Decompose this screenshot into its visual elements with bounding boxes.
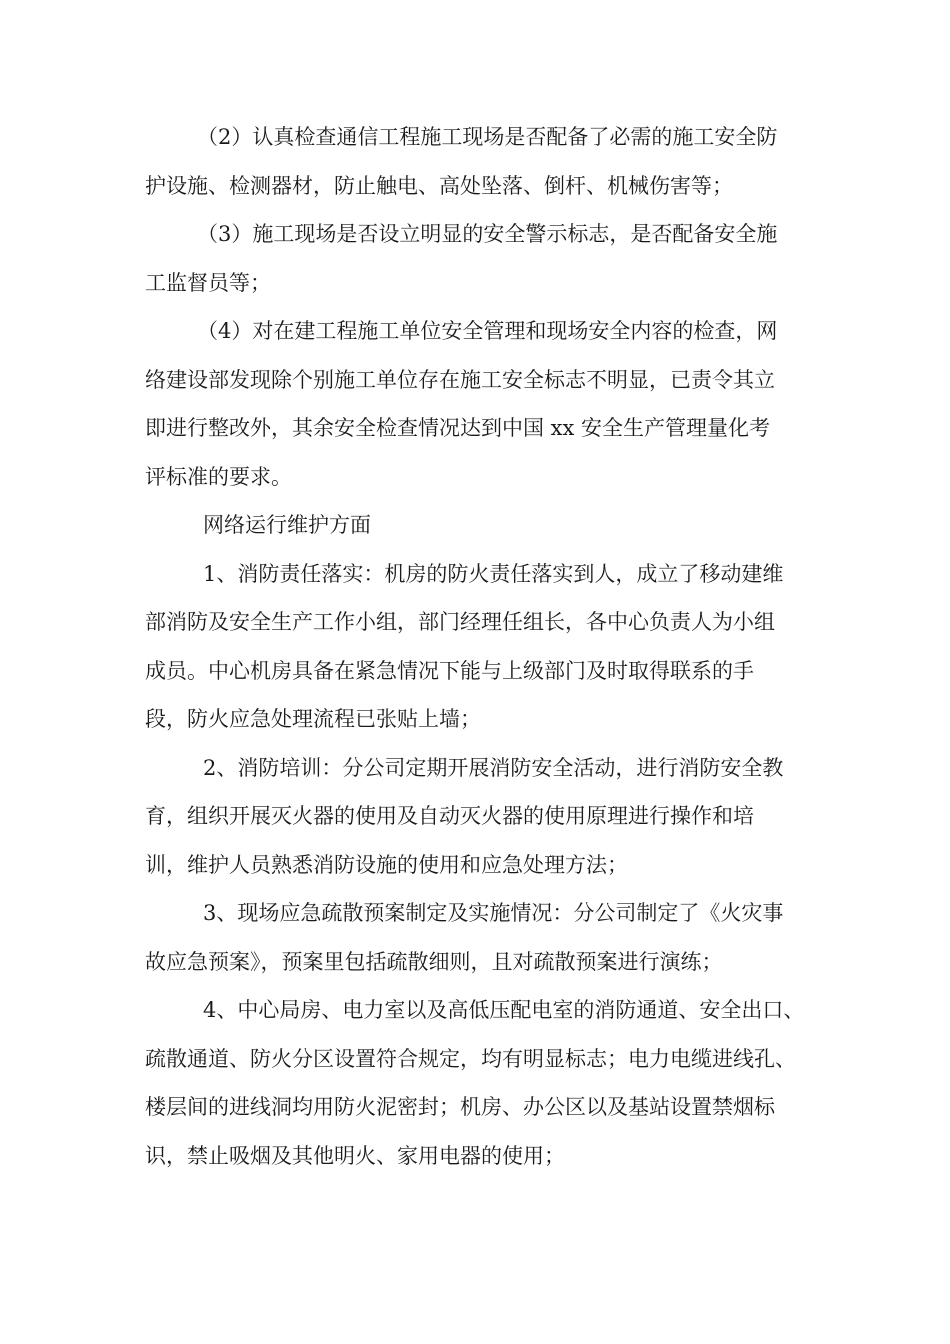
paragraph-line: 故应急预案》，预案里包括疏散细则，且对疏散预案进行演练；: [145, 949, 723, 974]
paragraph-line: 2、消防培训：分公司定期开展消防安全活动，进行消防安全教: [203, 755, 784, 780]
paragraph-line: 即进行整改外，其余安全检查情况达到中国 xx 安全生产管理量化考: [145, 416, 771, 440]
document-body: [145, 113, 810, 1180]
paragraph-line: 育，组织开展灭火器的使用及自动灭火器的使用原理进行操作和培: [145, 804, 754, 828]
paragraph-line: 楼层间的进线洞均用防火泥密封；机房、办公区以及基站设置禁烟标: [145, 1095, 775, 1119]
paragraph-line: 评标准的要求。: [145, 464, 292, 489]
paragraph-line: （3）施工现场是否设立明显的安全警示标志，是否配备安全施: [197, 222, 778, 246]
paragraph-line: 3、现场应急疏散预案制定及实施情况：分公司制定了《火灾事: [203, 901, 784, 925]
paragraph-line: 护设施、检测器材，防止触电、高处坠落、倒杆、机械伤害等；: [145, 173, 733, 198]
paragraph-line: 部消防及安全生产工作小组，部门经理任组长，各中心负责人为小组: [145, 610, 775, 634]
item-3-evacuation-plan: [145, 889, 810, 986]
item-2-fire-training: [145, 744, 810, 890]
paragraph-line: 1、消防责任落实：机房的防火责任落实到人，成立了移动建维: [203, 561, 784, 586]
section-heading-text: 网络运行维护方面: [203, 513, 371, 537]
item-1-fire-responsibility: [145, 550, 810, 744]
paragraph-4: [145, 307, 810, 501]
item-4-fire-passages: [145, 986, 810, 1180]
section-heading-network-maintenance: [145, 501, 810, 550]
paragraph-line: 络建设部发现除个别施工单位存在施工安全标志不明显，已责令其立: [145, 367, 775, 392]
paragraph-2: [145, 113, 810, 210]
paragraph-line: 识，禁止吸烟及其他明火、家用电器的使用；: [145, 1143, 565, 1168]
paragraph-3: [145, 210, 810, 307]
paragraph-line: 段，防火应急处理流程已张贴上墙；: [145, 707, 481, 731]
paragraph-line: 成员。中心机房具备在紧急情况下能与上级部门及时取得联系的手: [145, 658, 754, 683]
paragraph-line: （2）认真检查通信工程施工现场是否配备了必需的施工安全防: [197, 125, 778, 149]
paragraph-line: 工监督员等；: [145, 270, 271, 295]
paragraph-line: （4）对在建工程施工单位安全管理和现场安全内容的检查，网: [197, 319, 778, 343]
paragraph-line: 疏散通道、防火分区设置符合规定，均有明显标志；电力电缆进线孔、: [145, 1046, 796, 1071]
paragraph-line: 4、中心局房、电力室以及高低压配电室的消防通道、安全出口、: [203, 998, 805, 1022]
paragraph-line: 训，维护人员熟悉消防设施的使用和应急处理方法；: [145, 852, 628, 877]
